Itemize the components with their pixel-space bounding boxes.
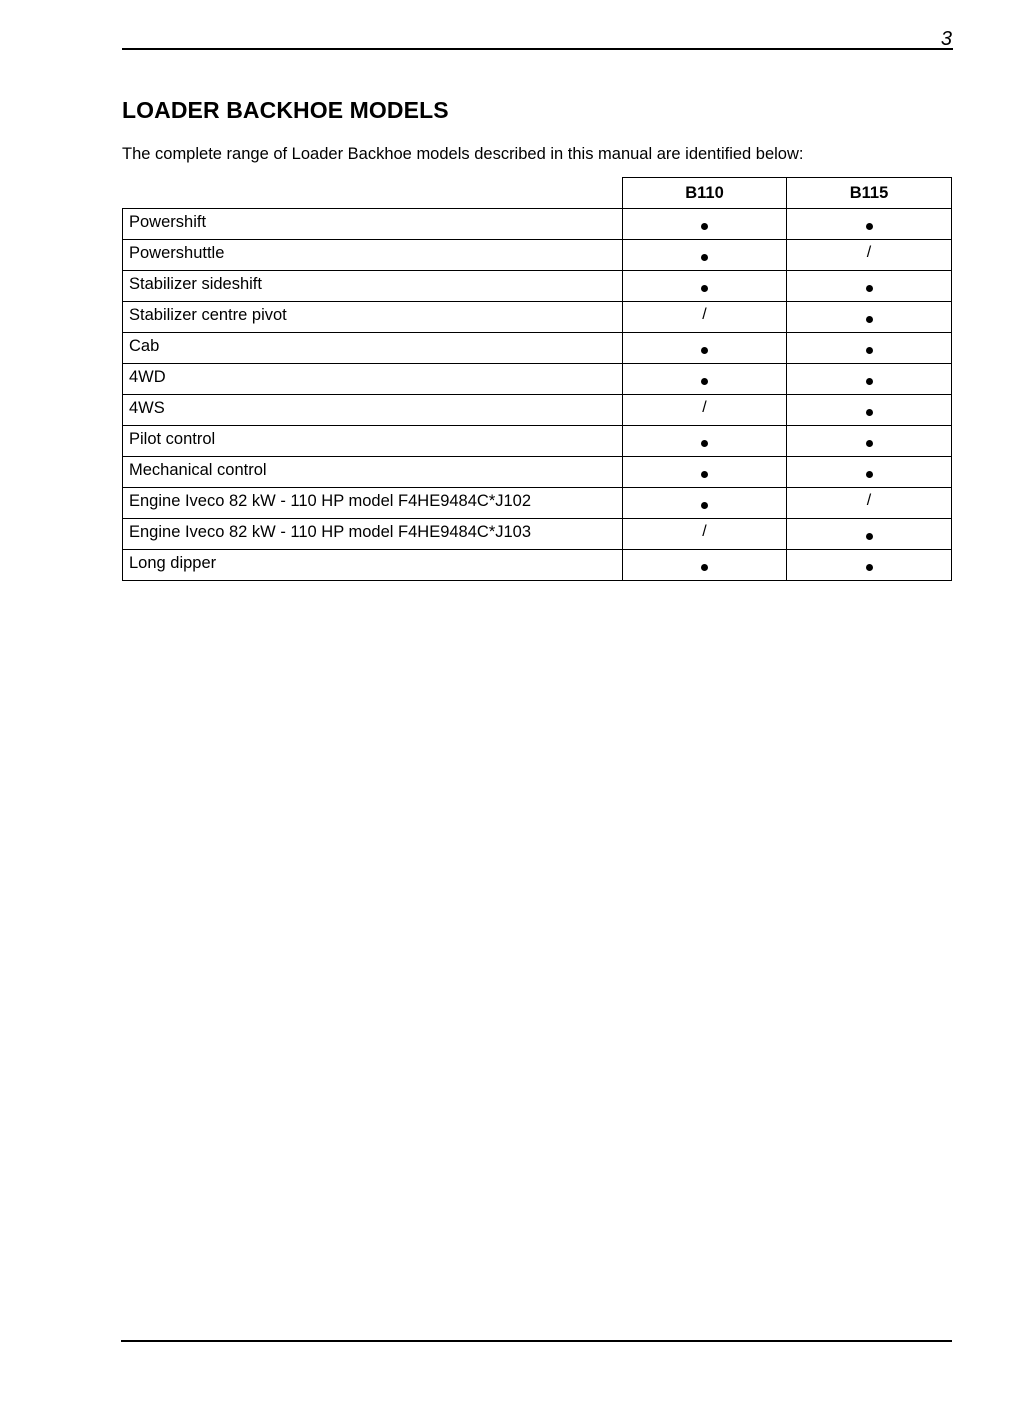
available-dot-icon	[701, 254, 708, 261]
availability-cell-b115	[787, 519, 952, 550]
feature-cell: Engine Iveco 82 kW - 110 HP model F4HE9484C*J103	[123, 519, 623, 550]
availability-cell-b115	[787, 395, 952, 426]
availability-cell-b110	[623, 271, 787, 302]
table-row	[123, 271, 952, 302]
availability-cell-b115	[787, 364, 952, 395]
available-dot-icon	[866, 564, 873, 571]
table-body	[123, 209, 952, 581]
availability-cell-b110	[623, 519, 787, 550]
available-dot-icon	[701, 223, 708, 230]
availability-cell-b115	[787, 302, 952, 333]
availability-cell-b110	[623, 240, 787, 271]
availability-cell-b115	[787, 488, 952, 519]
available-dot-icon	[866, 223, 873, 230]
availability-cell-b110	[623, 333, 787, 364]
feature-cell: 4WD	[123, 364, 623, 395]
feature-cell: Pilot control	[123, 426, 623, 457]
availability-cell-b110	[623, 209, 787, 240]
availability-cell-b115	[787, 271, 952, 302]
intro-paragraph: The complete range of Loader Backhoe models described in this manual are identified below:	[122, 145, 804, 163]
table-row	[123, 426, 952, 457]
available-dot-icon	[701, 471, 708, 478]
available-dot-icon	[701, 440, 708, 447]
feature-cell: Mechanical control	[123, 457, 623, 488]
availability-cell-b110	[623, 395, 787, 426]
availability-cell-b115	[787, 240, 952, 271]
table-row	[123, 550, 952, 581]
available-dot-icon	[701, 347, 708, 354]
table-corner-cell	[123, 178, 623, 209]
availability-cell-b110	[623, 488, 787, 519]
availability-cell-b110	[623, 426, 787, 457]
feature-cell: Stabilizer sideshift	[123, 271, 623, 302]
table-row	[123, 488, 952, 519]
table-row	[123, 395, 952, 426]
page-number: 3	[940, 28, 952, 50]
availability-cell-b110	[623, 364, 787, 395]
available-dot-icon	[866, 347, 873, 354]
header-rule	[122, 48, 953, 50]
availability-cell-b115	[787, 457, 952, 488]
not-available-mark: /	[866, 243, 872, 261]
table-row	[123, 240, 952, 271]
available-dot-icon	[701, 502, 708, 509]
feature-cell: Engine Iveco 82 kW - 110 HP model F4HE9484C*J102	[123, 488, 623, 519]
models-table	[122, 177, 952, 581]
available-dot-icon	[866, 285, 873, 292]
feature-cell: Long dipper	[123, 550, 623, 581]
feature-cell: Powershuttle	[123, 240, 623, 271]
availability-cell-b115	[787, 426, 952, 457]
not-available-mark: /	[702, 398, 707, 416]
table-row	[123, 209, 952, 240]
table-row	[123, 519, 952, 550]
not-available-mark: /	[866, 491, 872, 509]
feature-cell: Powershift	[123, 209, 623, 240]
page-heading: LOADER BACKHOE MODELS	[122, 97, 449, 123]
available-dot-icon	[866, 409, 873, 416]
available-dot-icon	[866, 533, 873, 540]
available-dot-icon	[866, 471, 873, 478]
column-header-b115: B115	[787, 178, 952, 209]
footer-rule	[121, 1340, 952, 1342]
feature-cell: Cab	[123, 333, 623, 364]
availability-cell-b115	[787, 550, 952, 581]
table-row	[123, 364, 952, 395]
column-header-b110: B110	[623, 178, 787, 209]
available-dot-icon	[866, 378, 873, 385]
not-available-mark: /	[702, 522, 707, 540]
available-dot-icon	[866, 440, 873, 447]
table-header-row	[123, 178, 952, 209]
feature-cell: 4WS	[123, 395, 623, 426]
feature-cell: Stabilizer centre pivot	[123, 302, 623, 333]
table-row	[123, 333, 952, 364]
availability-cell-b110	[623, 550, 787, 581]
availability-cell-b110	[623, 457, 787, 488]
available-dot-icon	[701, 564, 708, 571]
available-dot-icon	[866, 316, 873, 323]
availability-cell-b115	[787, 333, 952, 364]
available-dot-icon	[701, 285, 708, 292]
not-available-mark: /	[702, 305, 707, 323]
available-dot-icon	[701, 378, 708, 385]
table-row	[123, 457, 952, 488]
availability-cell-b110	[623, 302, 787, 333]
availability-cell-b115	[787, 209, 952, 240]
table-row	[123, 302, 952, 333]
